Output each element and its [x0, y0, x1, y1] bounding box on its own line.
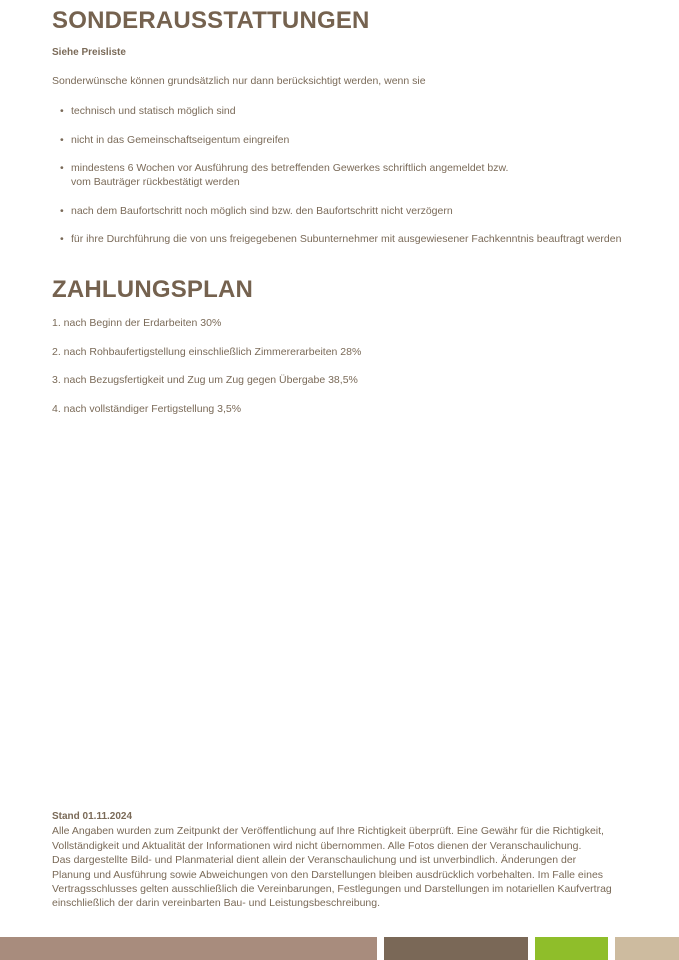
section-title-zahlungsplan: ZAHLUNGSPLAN: [52, 276, 254, 303]
section-subtitle: Siehe Preisliste: [52, 47, 126, 58]
section-intro: Sonderwünsche können grundsätzlich nur dann berücksichtigt werden, wenn sie: [52, 75, 426, 87]
list-item: [52, 232, 621, 246]
color-bar-2: [384, 937, 528, 960]
bullet-icon: •: [60, 233, 64, 245]
bullet-icon: •: [60, 105, 64, 117]
list-item-text: mindestens 6 Wochen vor Ausführung des betreffenden Gewerkes schriftlich angemeldet bzw.: [71, 162, 509, 174]
disclaimer-line: Vertragsschlusses gelten ausschließlich die Vereinbarungen, Festlegungen und Darstellungen im notariellen Kaufvertrag: [52, 883, 612, 896]
disclaimer-footer: [52, 810, 642, 911]
list-item-text: nicht in das Gemeinschaftseigentum eingreifen: [71, 134, 290, 146]
disclaimer-line: einschließlich der darin vereinbarten Bau- und Leistungsbeschreibung.: [52, 897, 381, 910]
stand-date: Stand 01.11.2024: [52, 811, 133, 822]
list-item-text: technisch und statisch möglich sind: [71, 105, 236, 117]
list-item: 3. nach Bezugsfertigkeit und Zug um Zug gegen Übergabe 38,5%: [52, 374, 358, 386]
color-bar-4: [615, 937, 679, 960]
list-item-text: für ihre Durchführung die von uns freigegebenen Subunternehmer mit ausgewiesener Fachkenntnis beauftragt werden: [71, 233, 622, 245]
list-item: 1. nach Beginn der Erdarbeiten 30%: [52, 317, 222, 329]
disclaimer-line: Das dargestellte Bild- und Planmaterial dient allein der Veranschaulichung und ist unverbindlich. Änderungen der: [52, 854, 577, 867]
bullet-icon: •: [60, 205, 64, 217]
section-title-sonderausstattungen: SONDERAUSSTATTUNGEN: [52, 7, 370, 34]
list-item: [52, 204, 453, 218]
list-item: 4. nach vollständiger Fertigstellung 3,5%: [52, 403, 242, 415]
list-item-text: nach dem Baufortschritt noch möglich sind bzw. den Baufortschritt nicht verzögern: [71, 205, 453, 217]
bullet-icon: •: [60, 134, 64, 146]
list-item: [52, 104, 236, 118]
disclaimer-line: Alle Angaben wurden zum Zeitpunkt der Veröffentlichung auf Ihre Richtigkeit überprüft. Eine Gewähr für die Richtigkeit,: [52, 825, 604, 838]
disclaimer-line: Vollständigkeit und Aktualität der Informationen wird nicht übernommen. Alle Fotos dienen der Veranschaulichung.: [52, 839, 582, 852]
list-item-text: vom Bauträger rückbestätigt werden: [71, 176, 240, 188]
list-item: [52, 133, 289, 147]
color-bar-3: [535, 937, 608, 960]
color-bar-1: [0, 937, 377, 960]
list-item: [52, 161, 508, 189]
bullet-icon: •: [60, 162, 64, 174]
disclaimer-line: Planung und Ausführung sowie Abweichungen von den Darstellungen bleiben ausdrücklich vorbehalten. Im Falle eines: [52, 868, 604, 881]
list-item: 2. nach Rohbaufertigstellung einschließlich Zimmererarbeiten 28%: [52, 346, 362, 358]
